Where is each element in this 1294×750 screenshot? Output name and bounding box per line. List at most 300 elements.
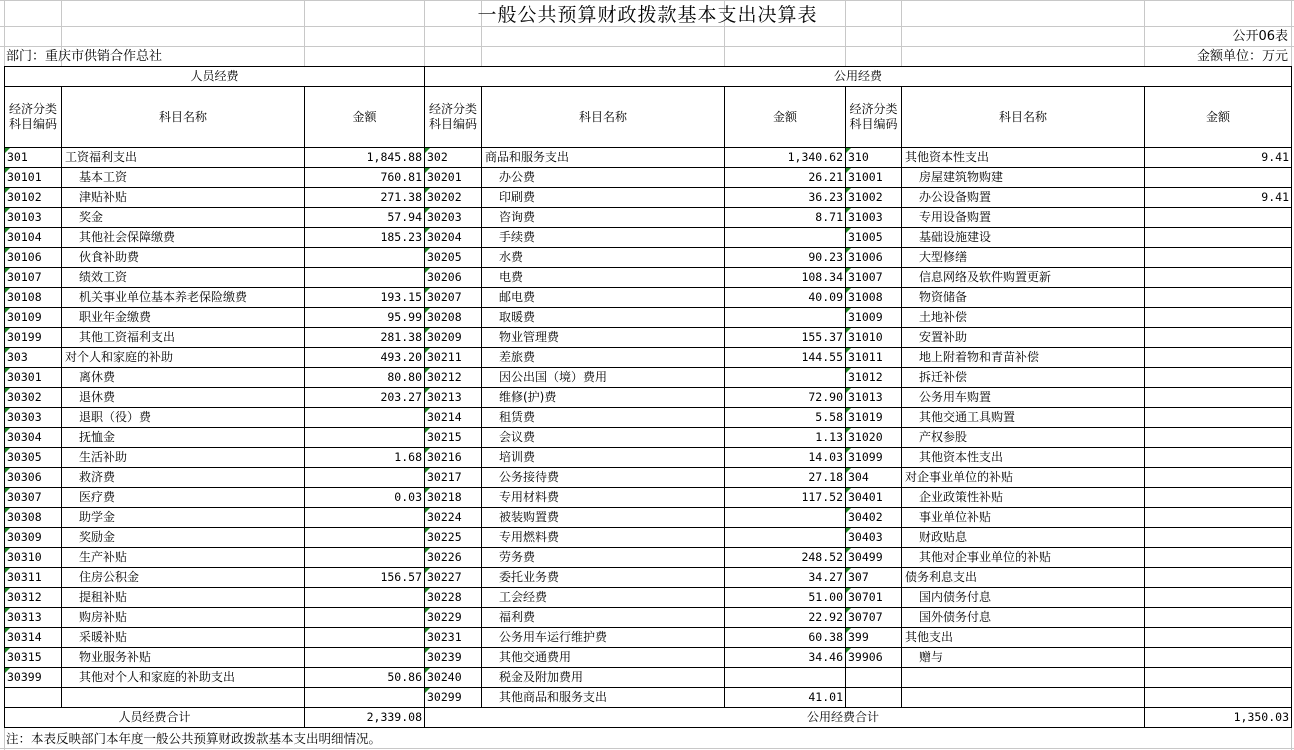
cell-amount[interactable]: 95.99 [305, 308, 425, 328]
cell-amount[interactable] [305, 268, 425, 288]
cell-name[interactable]: 债务利息支出 [902, 568, 1145, 588]
cell-name[interactable]: 工会经费 [482, 588, 725, 608]
cell-code[interactable]: 303 [5, 348, 62, 368]
personnel-total-amount: 2,339.08 [305, 708, 425, 728]
report-title: 一般公共预算财政拨款基本支出决算表 [477, 4, 818, 26]
public-total-amount: 1,350.03 [1145, 708, 1292, 728]
cell-name[interactable]: 提租补贴 [62, 588, 305, 608]
cell-name[interactable]: 邮电费 [482, 288, 725, 308]
cell-amount[interactable]: 36.23 [725, 188, 846, 208]
cell-amount[interactable] [725, 368, 846, 388]
cell-code[interactable]: 30101 [5, 168, 62, 188]
cell-amount[interactable]: 156.57 [305, 568, 425, 588]
cell-amount[interactable]: 155.37 [725, 328, 846, 348]
cell-amount[interactable] [305, 248, 425, 268]
cell-amount[interactable] [305, 628, 425, 648]
table-row [5, 288, 1292, 308]
cell-name[interactable]: 办公设备购置 [902, 188, 1145, 208]
table-row [5, 168, 1292, 188]
cell-code[interactable]: 31003 [846, 208, 902, 228]
cell-code[interactable]: 30311 [5, 568, 62, 588]
cell-amount[interactable] [1145, 208, 1292, 228]
cell-amount[interactable]: 72.90 [725, 388, 846, 408]
cell-code[interactable]: 301 [5, 148, 62, 168]
cell-name[interactable]: 采暖补贴 [62, 628, 305, 648]
cell-code[interactable]: 31002 [846, 188, 902, 208]
cell-name[interactable]: 其他工资福利支出 [62, 328, 305, 348]
cell-code[interactable]: 30207 [425, 288, 482, 308]
cell-name[interactable]: 大型修缮 [902, 248, 1145, 268]
table-row [5, 688, 1292, 708]
cell-name[interactable]: 奖金 [62, 208, 305, 228]
cell-amount[interactable]: 80.80 [305, 368, 425, 388]
header-name: 科目名称 [902, 87, 1145, 148]
cell-code[interactable] [846, 668, 902, 688]
cell-name[interactable]: 津贴补贴 [62, 188, 305, 208]
cell-name[interactable]: 救济费 [62, 468, 305, 488]
cell-code[interactable]: 30214 [425, 408, 482, 428]
cell-name[interactable] [902, 668, 1145, 688]
cell-name[interactable]: 职业年金缴费 [62, 308, 305, 328]
unit-label: 金额单位：万元 [1196, 49, 1288, 64]
cell-name[interactable]: 税金及附加费用 [482, 668, 725, 688]
table-row [5, 528, 1292, 548]
cell-name[interactable]: 租赁费 [482, 408, 725, 428]
table-row [5, 188, 1292, 208]
cell-code[interactable]: 30208 [425, 308, 482, 328]
table-row [5, 388, 1292, 408]
cell-name[interactable]: 公务接待费 [482, 468, 725, 488]
cell-amount[interactable] [725, 228, 846, 248]
table-row [5, 368, 1292, 388]
cell-amount[interactable] [1145, 468, 1292, 488]
table-row [5, 508, 1292, 528]
cell-name[interactable]: 办公费 [482, 168, 725, 188]
cell-code[interactable]: 30301 [5, 368, 62, 388]
cell-code[interactable]: 30103 [5, 208, 62, 228]
cell-code[interactable]: 304 [846, 468, 902, 488]
cell-amount[interactable] [305, 508, 425, 528]
cell-code[interactable]: 31020 [846, 428, 902, 448]
cell-name[interactable]: 其他社会保障缴费 [62, 228, 305, 248]
cell-amount[interactable]: 26.21 [725, 168, 846, 188]
cell-name[interactable]: 房屋建筑物购建 [902, 168, 1145, 188]
cell-amount[interactable] [725, 528, 846, 548]
cell-code[interactable]: 30102 [5, 188, 62, 208]
cell-name[interactable]: 物业服务补贴 [62, 648, 305, 668]
cell-amount[interactable]: 57.94 [305, 208, 425, 228]
cell-name[interactable]: 土地补偿 [902, 308, 1145, 328]
cell-amount[interactable] [1145, 488, 1292, 508]
cell-code[interactable]: 30104 [5, 228, 62, 248]
cell-code[interactable]: 30499 [846, 548, 902, 568]
cell-code[interactable]: 30314 [5, 628, 62, 648]
cell-name[interactable]: 物资储备 [902, 288, 1145, 308]
table-row [5, 488, 1292, 508]
group-header-row [5, 67, 1292, 87]
cell-amount[interactable]: 760.81 [305, 168, 425, 188]
cell-amount[interactable] [1145, 528, 1292, 548]
cell-name[interactable]: 其他对个人和家庭的补助支出 [62, 668, 305, 688]
cell-name[interactable]: 拆迁补偿 [902, 368, 1145, 388]
cell-amount[interactable] [305, 648, 425, 668]
cell-name[interactable]: 生产补贴 [62, 548, 305, 568]
cell-name[interactable]: 机关事业单位基本养老保险缴费 [62, 288, 305, 308]
cell-code[interactable]: 31007 [846, 268, 902, 288]
cell-code[interactable]: 31019 [846, 408, 902, 428]
cell-code[interactable]: 30218 [425, 488, 482, 508]
cell-amount[interactable]: 1.13 [725, 428, 846, 448]
cell-code[interactable]: 302 [425, 148, 482, 168]
cell-code[interactable]: 30106 [5, 248, 62, 268]
cell-amount[interactable] [305, 688, 425, 708]
cell-amount[interactable] [305, 468, 425, 488]
cell-code[interactable]: 31008 [846, 288, 902, 308]
cell-name[interactable]: 取暖费 [482, 308, 725, 328]
cell-code[interactable]: 30304 [5, 428, 62, 448]
cell-amount[interactable]: 50.86 [305, 668, 425, 688]
cell-name[interactable]: 其他资本性支出 [902, 448, 1145, 468]
table-row [5, 468, 1292, 488]
header-code: 经济分类科目编码 [5, 87, 62, 148]
cell-name[interactable]: 安置补助 [902, 328, 1145, 348]
cell-code[interactable]: 30402 [846, 508, 902, 528]
cell-name[interactable]: 基本工资 [62, 168, 305, 188]
cell-name[interactable]: 退休费 [62, 388, 305, 408]
cell-amount[interactable] [305, 528, 425, 548]
cell-code[interactable]: 30306 [5, 468, 62, 488]
cell-amount[interactable] [725, 508, 846, 528]
cell-code[interactable]: 30206 [425, 268, 482, 288]
cell-amount[interactable] [1145, 168, 1292, 188]
cell-code[interactable]: 30211 [425, 348, 482, 368]
cell-name[interactable]: 培训费 [482, 448, 725, 468]
cell-name[interactable]: 企业政策性补贴 [902, 488, 1145, 508]
cell-code[interactable]: 30310 [5, 548, 62, 568]
cell-name[interactable]: 其他商品和服务支出 [482, 688, 725, 708]
cell-name[interactable]: 差旅费 [482, 348, 725, 368]
cell-code[interactable]: 30231 [425, 628, 482, 648]
cell-amount[interactable]: 117.52 [725, 488, 846, 508]
header-amount: 金额 [1145, 87, 1292, 148]
cell-name[interactable]: 对个人和家庭的补助 [62, 348, 305, 368]
cell-amount[interactable]: 1,845.88 [305, 148, 425, 168]
cell-amount[interactable]: 60.38 [725, 628, 846, 648]
cell-amount[interactable] [305, 408, 425, 428]
cell-name[interactable]: 绩效工资 [62, 268, 305, 288]
totals-row [5, 708, 1292, 728]
group-personnel: 人员经费 [5, 67, 425, 87]
cell-code[interactable]: 30399 [5, 668, 62, 688]
cell-code[interactable]: 31009 [846, 308, 902, 328]
gridline [0, 0, 1294, 1]
cell-code[interactable]: 30315 [5, 648, 62, 668]
cell-amount[interactable]: 9.41 [1145, 148, 1292, 168]
cell-name[interactable]: 购房补贴 [62, 608, 305, 628]
cell-amount[interactable] [1145, 388, 1292, 408]
cell-code[interactable]: 30239 [425, 648, 482, 668]
cell-amount[interactable]: 185.23 [305, 228, 425, 248]
cell-code[interactable]: 30201 [425, 168, 482, 188]
table-row [5, 248, 1292, 268]
cell-code[interactable]: 310 [846, 148, 902, 168]
cell-name[interactable]: 物业管理费 [482, 328, 725, 348]
cell-amount[interactable]: 1,340.62 [725, 148, 846, 168]
cell-name[interactable]: 信息网络及软件购置更新 [902, 268, 1145, 288]
table-row [5, 328, 1292, 348]
cell-name[interactable]: 水费 [482, 248, 725, 268]
cell-amount[interactable]: 90.23 [725, 248, 846, 268]
cell-code[interactable]: 30401 [846, 488, 902, 508]
cell-code[interactable]: 30229 [425, 608, 482, 628]
cell-code[interactable]: 30308 [5, 508, 62, 528]
cell-amount[interactable]: 5.58 [725, 408, 846, 428]
cell-name[interactable]: 手续费 [482, 228, 725, 248]
cell-code[interactable]: 30313 [5, 608, 62, 628]
cell-name[interactable]: 医疗费 [62, 488, 305, 508]
cell-name[interactable]: 退职（役）费 [62, 408, 305, 428]
cell-name[interactable] [62, 688, 305, 708]
cell-code[interactable]: 30215 [425, 428, 482, 448]
cell-amount[interactable] [1145, 608, 1292, 628]
cell-code[interactable]: 30303 [5, 408, 62, 428]
cell-code[interactable]: 30701 [846, 588, 902, 608]
cell-name[interactable]: 专用燃料费 [482, 528, 725, 548]
cell-code[interactable]: 30224 [425, 508, 482, 528]
header-name: 科目名称 [62, 87, 305, 148]
cell-code[interactable]: 30299 [425, 688, 482, 708]
cell-amount[interactable] [1145, 688, 1292, 708]
cell-amount[interactable] [1145, 408, 1292, 428]
header-amount: 金额 [305, 87, 425, 148]
cell-amount[interactable]: 144.55 [725, 348, 846, 368]
table-row [5, 668, 1292, 688]
cell-code[interactable]: 30302 [5, 388, 62, 408]
cell-code[interactable]: 30707 [846, 608, 902, 628]
cell-amount[interactable] [1145, 548, 1292, 568]
cell-name[interactable]: 对企事业单位的补贴 [902, 468, 1145, 488]
cell-name[interactable]: 助学金 [62, 508, 305, 528]
cell-name[interactable]: 维修(护)费 [482, 388, 725, 408]
cell-code[interactable]: 307 [846, 568, 902, 588]
table-row [5, 428, 1292, 448]
cell-code[interactable]: 31001 [846, 168, 902, 188]
cell-name[interactable]: 咨询费 [482, 208, 725, 228]
cell-name[interactable]: 公务用车运行维护费 [482, 628, 725, 648]
cell-name[interactable]: 福利费 [482, 608, 725, 628]
cell-code[interactable]: 30305 [5, 448, 62, 468]
cell-code[interactable]: 39906 [846, 648, 902, 668]
cell-amount[interactable]: 108.34 [725, 268, 846, 288]
cell-code[interactable]: 30309 [5, 528, 62, 548]
cell-name[interactable]: 商品和服务支出 [482, 148, 725, 168]
cell-code[interactable]: 399 [846, 628, 902, 648]
table-row [5, 588, 1292, 608]
header-code: 经济分类科目编码 [846, 87, 902, 148]
table-row [5, 308, 1292, 328]
cell-amount[interactable] [1145, 308, 1292, 328]
cell-amount[interactable] [1145, 648, 1292, 668]
cell-name[interactable]: 地上附着物和青苗补偿 [902, 348, 1145, 368]
cell-amount[interactable] [1145, 248, 1292, 268]
cell-code[interactable] [846, 688, 902, 708]
cell-amount[interactable] [1145, 588, 1292, 608]
cell-amount[interactable] [1145, 288, 1292, 308]
cell-name[interactable]: 工资福利支出 [62, 148, 305, 168]
cell-amount[interactable]: 271.38 [305, 188, 425, 208]
table-row [5, 548, 1292, 568]
cell-code[interactable]: 30203 [425, 208, 482, 228]
cell-name[interactable]: 被装购置费 [482, 508, 725, 528]
cell-name[interactable]: 其他对企事业单位的补贴 [902, 548, 1145, 568]
cell-code[interactable]: 30107 [5, 268, 62, 288]
cell-amount[interactable] [305, 588, 425, 608]
cell-amount[interactable] [305, 428, 425, 448]
cell-code[interactable]: 30228 [425, 588, 482, 608]
cell-amount[interactable]: 9.41 [1145, 188, 1292, 208]
cell-name[interactable]: 会议费 [482, 428, 725, 448]
cell-code[interactable]: 31011 [846, 348, 902, 368]
cell-amount[interactable]: 41.01 [725, 688, 846, 708]
cell-amount[interactable]: 0.03 [305, 488, 425, 508]
cell-amount[interactable] [1145, 368, 1292, 388]
cell-name[interactable]: 伙食补助费 [62, 248, 305, 268]
cell-amount[interactable] [1145, 668, 1292, 688]
cell-amount[interactable]: 34.27 [725, 568, 846, 588]
cell-amount[interactable]: 1.68 [305, 448, 425, 468]
cell-amount[interactable] [1145, 328, 1292, 348]
cell-name[interactable]: 生活补助 [62, 448, 305, 468]
cell-name[interactable]: 离休费 [62, 368, 305, 388]
cell-amount[interactable] [1145, 628, 1292, 648]
cell-code[interactable]: 30312 [5, 588, 62, 608]
cell-code[interactable]: 30403 [846, 528, 902, 548]
cell-code[interactable]: 30212 [425, 368, 482, 388]
cell-code[interactable] [5, 688, 62, 708]
cell-name[interactable]: 公务用车购置 [902, 388, 1145, 408]
table-row [5, 268, 1292, 288]
cell-amount[interactable]: 14.03 [725, 448, 846, 468]
cell-name[interactable] [902, 688, 1145, 708]
cell-amount[interactable] [1145, 508, 1292, 528]
cell-amount[interactable]: 193.15 [305, 288, 425, 308]
table-row [5, 408, 1292, 428]
table-row [5, 208, 1292, 228]
cell-code[interactable]: 30226 [425, 548, 482, 568]
cell-code[interactable]: 30109 [5, 308, 62, 328]
cell-amount[interactable]: 27.18 [725, 468, 846, 488]
cell-amount[interactable]: 51.00 [725, 588, 846, 608]
cell-name[interactable]: 财政贴息 [902, 528, 1145, 548]
cell-amount[interactable] [1145, 448, 1292, 468]
table-row [5, 348, 1292, 368]
department-label: 部门：重庆市供销合作总社 [6, 49, 163, 64]
cell-name[interactable]: 奖励金 [62, 528, 305, 548]
cell-name[interactable]: 专用材料费 [482, 488, 725, 508]
cell-code[interactable]: 30307 [5, 488, 62, 508]
cell-code[interactable]: 30216 [425, 448, 482, 468]
table-row [5, 628, 1292, 648]
cell-name[interactable]: 因公出国（境）费用 [482, 368, 725, 388]
cell-code[interactable]: 30204 [425, 228, 482, 248]
cell-amount[interactable]: 248.52 [725, 548, 846, 568]
cell-code[interactable]: 31012 [846, 368, 902, 388]
cell-name[interactable]: 其他交通工具购置 [902, 408, 1145, 428]
cell-amount[interactable] [1145, 268, 1292, 288]
cell-amount[interactable]: 203.27 [305, 388, 425, 408]
cell-code[interactable]: 30209 [425, 328, 482, 348]
cell-amount[interactable]: 281.38 [305, 328, 425, 348]
cell-code[interactable]: 30227 [425, 568, 482, 588]
cell-code[interactable]: 30202 [425, 188, 482, 208]
personnel-total-label: 人员经费合计 [5, 708, 305, 728]
footnote: 注：本表反映部门本年度一般公共预算财政拨款基本支出明细情况。 [6, 731, 382, 746]
cell-name[interactable]: 其他交通费用 [482, 648, 725, 668]
table-row [5, 148, 1292, 168]
cell-code[interactable]: 30205 [425, 248, 482, 268]
cell-amount[interactable]: 40.09 [725, 288, 846, 308]
cell-amount[interactable] [305, 548, 425, 568]
cell-code[interactable]: 31013 [846, 388, 902, 408]
cell-name[interactable]: 电费 [482, 268, 725, 288]
cell-code[interactable]: 31005 [846, 228, 902, 248]
cell-code[interactable]: 30199 [5, 328, 62, 348]
cell-code[interactable]: 30217 [425, 468, 482, 488]
cell-amount[interactable] [1145, 348, 1292, 368]
cell-name[interactable]: 抚恤金 [62, 428, 305, 448]
cell-name[interactable]: 印刷费 [482, 188, 725, 208]
cell-code[interactable]: 31010 [846, 328, 902, 348]
cell-amount[interactable] [1145, 228, 1292, 248]
cell-amount[interactable]: 8.71 [725, 208, 846, 228]
cell-name[interactable]: 产权参股 [902, 428, 1145, 448]
column-header-row [5, 87, 1292, 148]
cell-name[interactable]: 基础设施建设 [902, 228, 1145, 248]
cell-name[interactable]: 其他资本性支出 [902, 148, 1145, 168]
cell-code[interactable]: 30240 [425, 668, 482, 688]
cell-amount[interactable] [1145, 428, 1292, 448]
cell-name[interactable]: 专用设备购置 [902, 208, 1145, 228]
cell-amount[interactable]: 34.46 [725, 648, 846, 668]
cell-name[interactable]: 劳务费 [482, 548, 725, 568]
cell-amount[interactable] [1145, 568, 1292, 588]
cell-code[interactable]: 30225 [425, 528, 482, 548]
cell-name[interactable]: 国外债务付息 [902, 608, 1145, 628]
cell-amount[interactable] [305, 608, 425, 628]
group-public: 公用经费 [425, 67, 1292, 87]
header-code: 经济分类科目编码 [425, 87, 482, 148]
cell-name[interactable]: 其他支出 [902, 628, 1145, 648]
cell-code[interactable]: 31099 [846, 448, 902, 468]
cell-name[interactable]: 委托业务费 [482, 568, 725, 588]
table-row [5, 228, 1292, 248]
cell-code[interactable]: 31006 [846, 248, 902, 268]
cell-name[interactable]: 赠与 [902, 648, 1145, 668]
table-row [5, 448, 1292, 468]
gridline [0, 748, 1294, 749]
public-total-label: 公用经费合计 [425, 708, 1145, 728]
cell-amount[interactable] [725, 308, 846, 328]
cell-name[interactable]: 国内债务付息 [902, 588, 1145, 608]
cell-amount[interactable] [725, 668, 846, 688]
cell-code[interactable]: 30213 [425, 388, 482, 408]
cell-amount[interactable]: 22.92 [725, 608, 846, 628]
cell-name[interactable]: 事业单位补贴 [902, 508, 1145, 528]
cell-amount[interactable]: 493.20 [305, 348, 425, 368]
cell-code[interactable]: 30108 [5, 288, 62, 308]
cell-name[interactable]: 住房公积金 [62, 568, 305, 588]
expenditure-table [4, 66, 1292, 728]
